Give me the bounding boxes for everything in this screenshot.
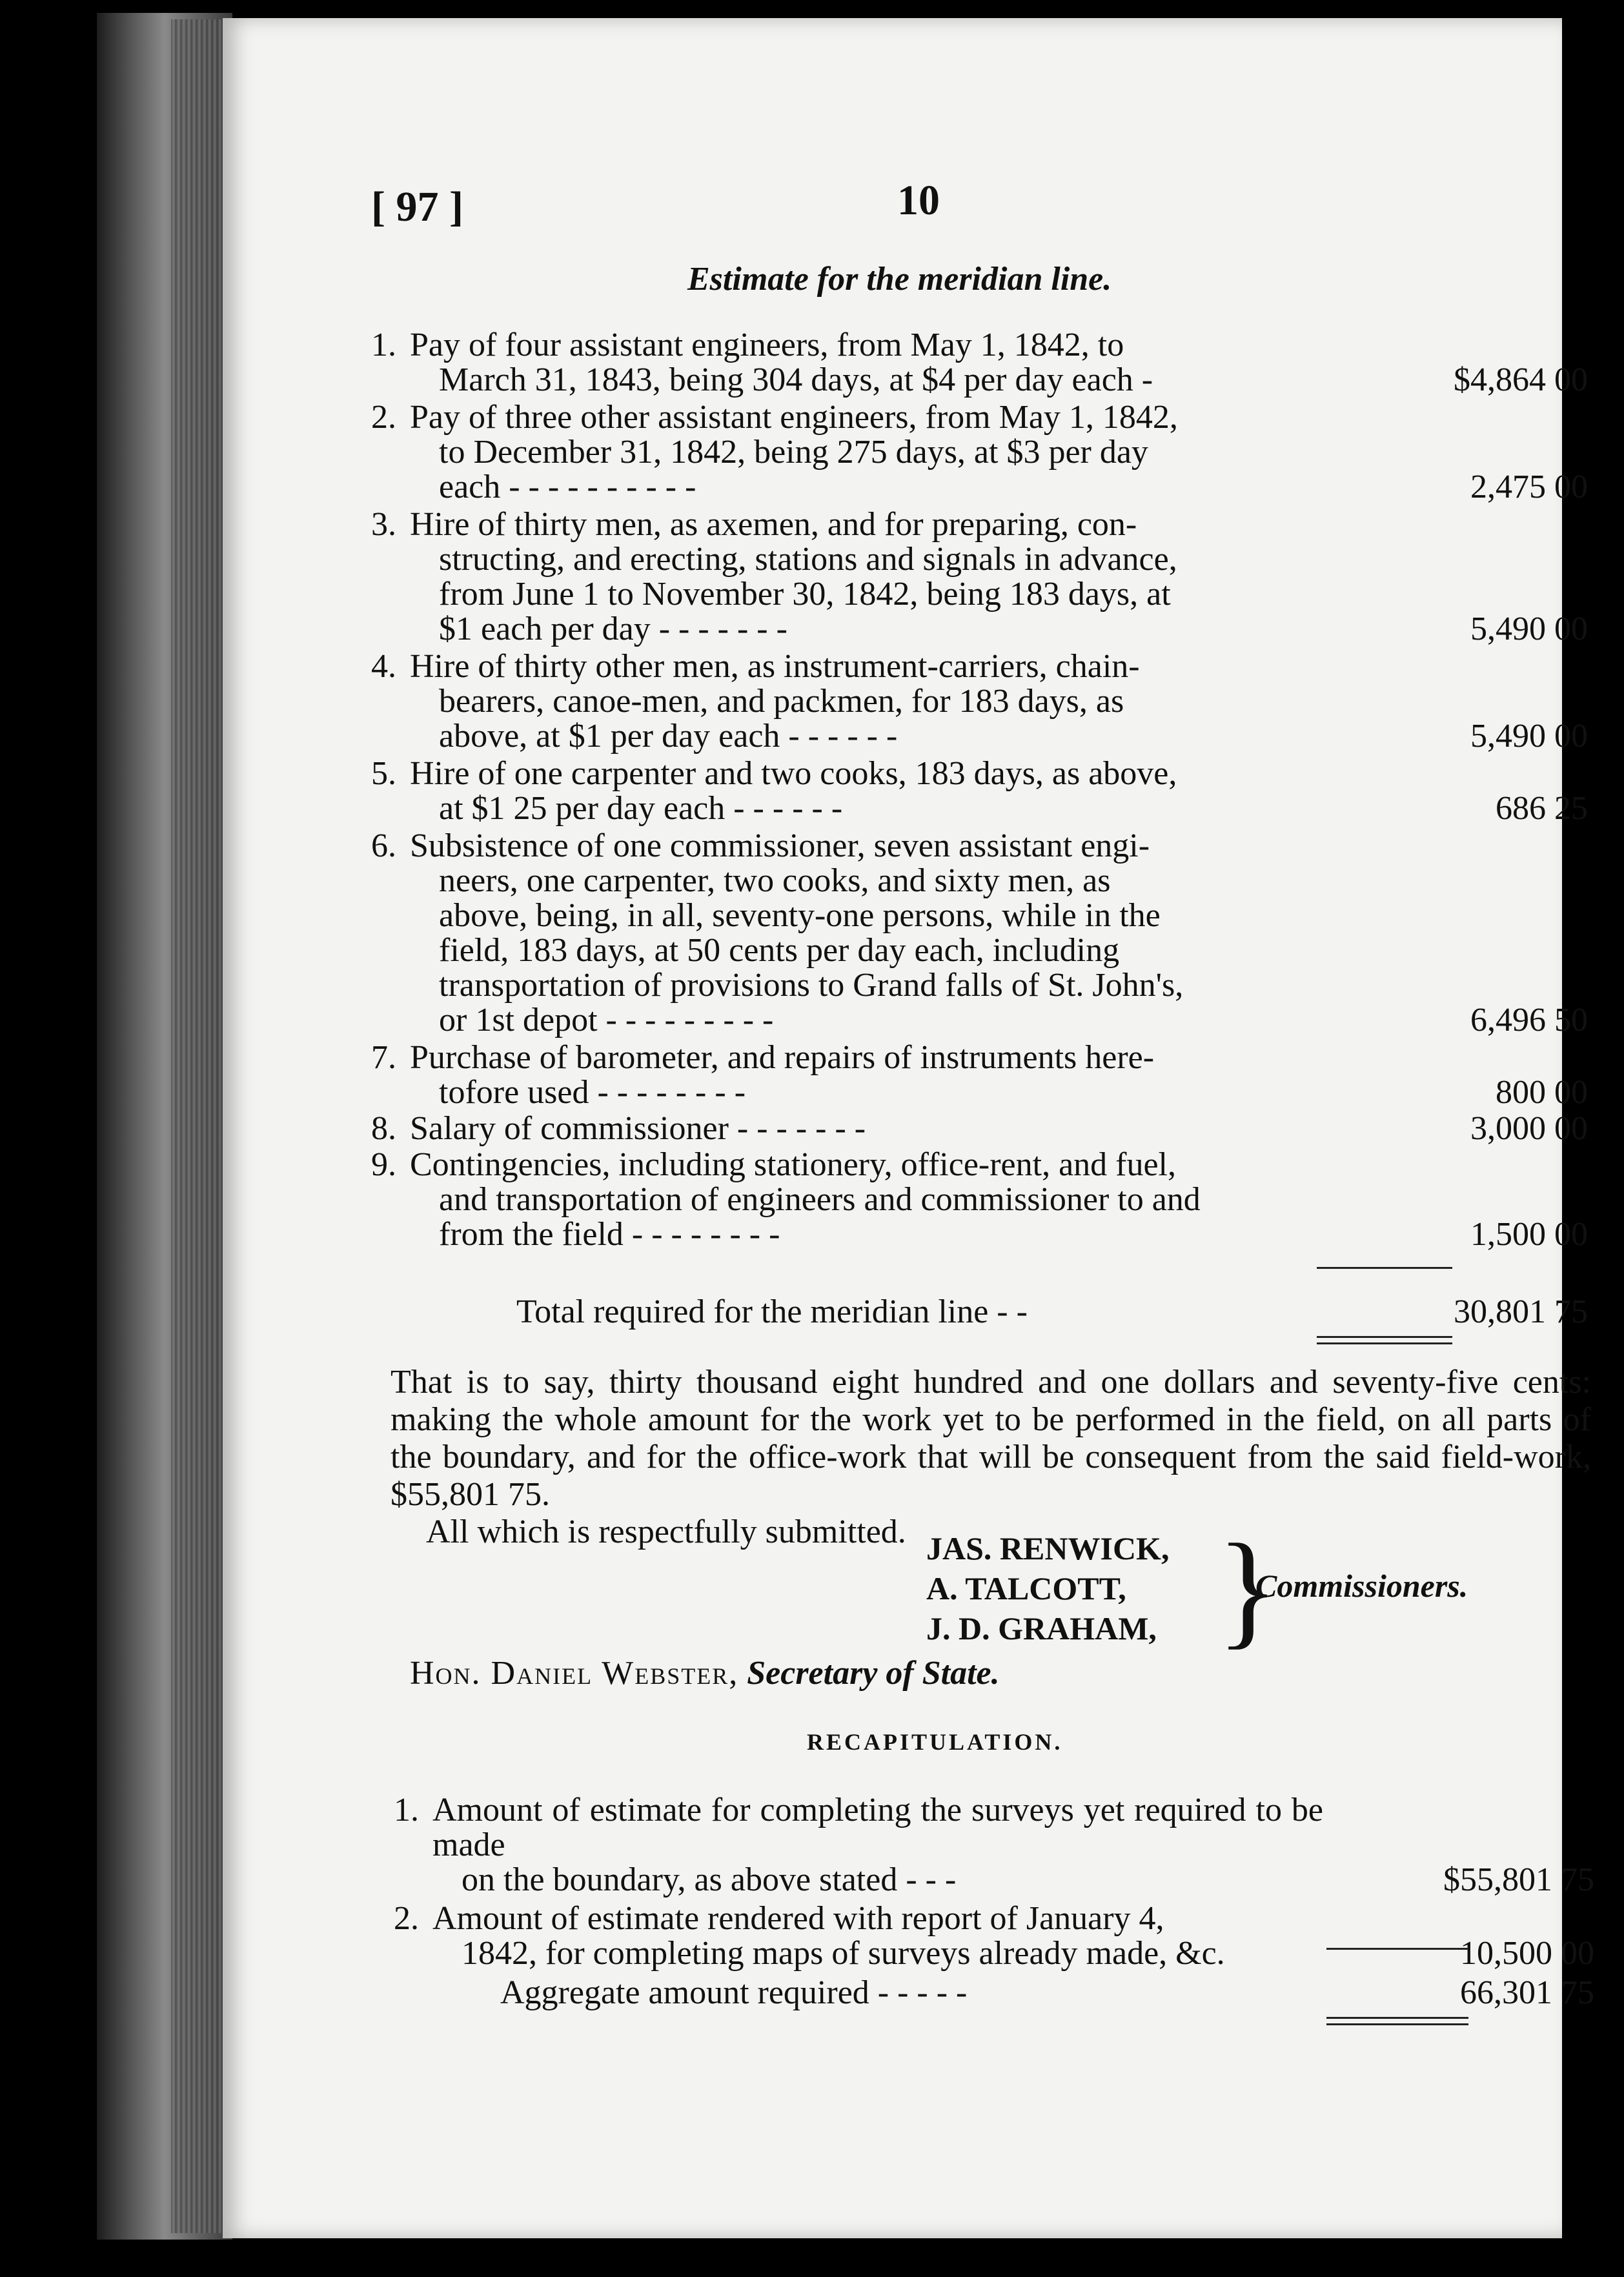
total-double-rule-top	[1317, 1336, 1452, 1338]
item-line: Amount of estimate for completing the surveys yet required to be made	[432, 1792, 1323, 1863]
line-item	[371, 829, 1588, 1038]
addressee-name: Hon. Daniel Webster,	[410, 1655, 739, 1692]
estimate-items-list	[371, 328, 1588, 1252]
summary-text: That is to say, thirty thousand eight hundred and one dollars and seventy-five cents: making the whole amount for the work yet to be performed in the field, on all parts of the boundary, and for the office-work that will be consequent from the said field-work, $55,801 75.	[391, 1364, 1591, 1513]
item-description	[410, 1040, 1281, 1110]
section-title: Estimate for the meridian line.	[687, 261, 1112, 298]
item-number: 2.	[394, 1900, 419, 1937]
item-line: Pay of four assistant engineers, from May 1, 1842, to	[410, 327, 1124, 363]
item-line: $1 each per day - - - - - - -	[439, 611, 787, 647]
line-item	[371, 328, 1588, 398]
item-line: neers, one carpenter, two cooks, and sixty men, as	[439, 862, 1111, 899]
item-line: transportation of provisions to Grand falls of St. John's,	[439, 967, 1184, 1004]
item-number: 9.	[371, 1146, 396, 1183]
item-amount: 686 25	[1496, 790, 1588, 827]
aggregate-amount: 66,301 75	[1460, 1974, 1594, 2011]
item-number: 4.	[371, 648, 396, 685]
addressee-title: Secretary of State.	[747, 1655, 1000, 1692]
item-amount: $4,864 00	[1454, 361, 1588, 398]
item-line: Salary of commissioner - - - - - - -	[410, 1110, 866, 1147]
signatory-brace: }	[1217, 1518, 1279, 1661]
item-line: Hire of thirty other men, as instrument-carriers, chain-	[410, 648, 1140, 685]
line-item	[371, 756, 1588, 826]
line-item	[371, 649, 1588, 754]
item-line: field, 183 days, at 50 cents per day each, including	[439, 932, 1120, 969]
item-amount: 1,500 00	[1470, 1216, 1588, 1253]
line-item	[394, 1901, 1594, 1971]
item-description	[410, 1148, 1281, 1252]
item-number: 6.	[371, 827, 396, 864]
item-amount: 10,500 00	[1460, 1935, 1594, 1972]
item-line: bearers, canoe-men, and packmen, for 183 days, as	[439, 683, 1124, 720]
item-description	[432, 1793, 1323, 1898]
item-line: Contingencies, including stationery, office-rent, and fuel,	[410, 1146, 1176, 1183]
item-amount: 6,496 50	[1470, 1002, 1588, 1038]
line-item	[371, 400, 1588, 505]
signatories-block	[926, 1528, 1169, 1648]
item-line: 1842, for completing maps of surveys already made, &c.	[462, 1935, 1225, 1972]
item-line: Amount of estimate rendered with report of January 4,	[432, 1900, 1164, 1937]
item-line: structing, and erecting, stations and signals in advance,	[439, 541, 1177, 578]
total-label: Total required for the meridian line - -	[516, 1293, 1028, 1330]
summary-paragraph	[391, 1364, 1591, 1551]
line-item	[394, 1793, 1594, 1898]
item-line: from June 1 to November 30, 1842, being 183 days, at	[439, 576, 1171, 612]
item-description	[410, 400, 1281, 505]
item-amount: 5,490 00	[1470, 611, 1588, 647]
signatory-graham: J. D. GRAHAM,	[926, 1610, 1157, 1646]
aggregate-double-rule-bottom	[1326, 2023, 1468, 2025]
item-amount: 2,475 00	[1470, 469, 1588, 505]
item-description	[410, 507, 1281, 647]
line-item	[371, 507, 1588, 647]
item-line: each - - - - - - - - - -	[439, 469, 696, 505]
item-description	[410, 649, 1281, 754]
page-stack-edge	[171, 19, 223, 2233]
item-line: Pay of three other assistant engineers, from May 1, 1842,	[410, 399, 1178, 436]
total-row	[516, 1293, 1588, 1331]
item-line: Purchase of barometer, and repairs of instruments here-	[410, 1039, 1155, 1076]
item-amount: 800 00	[1496, 1074, 1588, 1111]
item-description	[432, 1901, 1323, 1971]
signatory-talcott: A. TALCOTT,	[926, 1570, 1126, 1606]
total-amount: 30,801 75	[1454, 1293, 1588, 1330]
aggregate-double-rule-top	[1326, 2017, 1468, 2019]
line-item	[371, 1148, 1588, 1252]
item-line: Subsistence of one commissioner, seven assistant engi-	[410, 827, 1150, 864]
total-double-rule-bottom	[1317, 1342, 1452, 1344]
item-line: and transportation of engineers and commissioner to and	[439, 1181, 1201, 1218]
subtotal-rule	[1317, 1267, 1452, 1269]
item-number: 2.	[371, 399, 396, 436]
item-line: on the boundary, as above stated - - -	[462, 1861, 957, 1898]
item-line: or 1st depot - - - - - - - - -	[439, 1002, 774, 1038]
item-line: above, being, in all, seventy-one persons, while in the	[439, 897, 1161, 934]
item-number: 1.	[371, 327, 396, 363]
addressee-line	[410, 1654, 1000, 1692]
item-line: Hire of thirty men, as axemen, and for preparing, con-	[410, 506, 1137, 543]
item-description	[410, 328, 1281, 398]
aggregate-label: Aggregate amount required - - - - -	[500, 1974, 968, 2011]
item-description	[410, 1111, 1281, 1146]
item-line: tofore used - - - - - - - -	[439, 1074, 746, 1111]
line-item	[371, 1040, 1588, 1110]
recap-title: RECAPITULATION.	[807, 1729, 1063, 1755]
item-line: March 31, 1843, being 304 days, at $4 per day each -	[439, 361, 1153, 398]
item-number: 5.	[371, 755, 396, 792]
item-number: 1.	[394, 1792, 419, 1828]
page-number: 10	[897, 177, 940, 224]
signatory-renwick: JAS. RENWICK,	[926, 1530, 1170, 1566]
aggregate-row	[500, 1974, 1594, 2012]
closing-text: All which is respectfully submitted.	[426, 1513, 906, 1550]
document-number: [ 97 ]	[371, 183, 463, 230]
recap-subtotal-rule	[1326, 1948, 1468, 1950]
item-amount: 5,490 00	[1470, 718, 1588, 754]
item-line: from the field - - - - - - - -	[439, 1216, 780, 1253]
document-page	[223, 18, 1594, 2238]
item-number: 8.	[371, 1110, 396, 1147]
item-amount: 3,000 00	[1470, 1110, 1588, 1147]
item-line: at $1 25 per day each - - - - - -	[439, 790, 843, 827]
line-item	[371, 1111, 1588, 1146]
recap-items-list	[394, 1793, 1594, 1971]
item-number: 7.	[371, 1039, 396, 1076]
signatories-role: Commissioners.	[1255, 1568, 1468, 1604]
item-line: above, at $1 per day each - - - - - -	[439, 718, 898, 754]
item-amount: $55,801 75	[1443, 1861, 1594, 1898]
item-description	[410, 829, 1281, 1038]
item-description	[410, 756, 1281, 826]
item-line: to December 31, 1842, being 275 days, at $3 per day	[439, 434, 1148, 471]
item-line: Hire of one carpenter and two cooks, 183 days, as above,	[410, 755, 1177, 792]
item-number: 3.	[371, 506, 396, 543]
